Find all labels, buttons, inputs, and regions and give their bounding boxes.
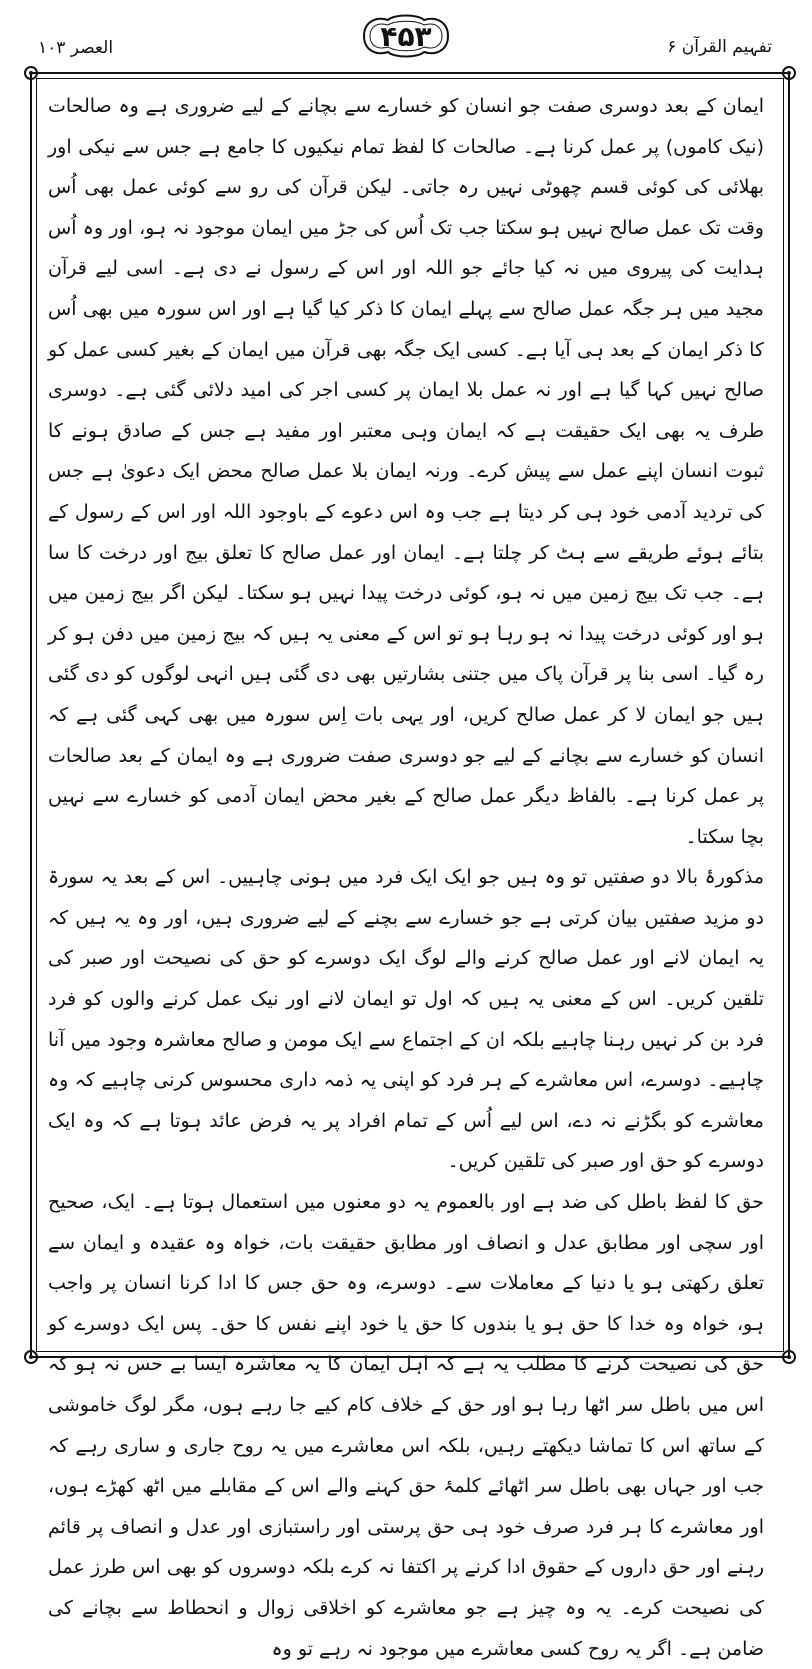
corner-ornament-icon [20, 1346, 42, 1368]
page-body [48, 86, 764, 1669]
paragraph: مذکورۂ بالا دو صفتیں تو وہ ہیں جو ایک ایک فرد میں ہونی چاہییں۔ اس کے بعد یہ سورۃ دو مزید صفتیں بیان کرتی ہے جو خسارے سے بچنے کے لیے ضروری ہیں، اور وہ یہ ہیں کہ یہ ایمان لانے اور عمل صالح کرنے والے لوگ ایک دوسرے کو حق کی نصیحت اور صبر کی تلقین کریں۔ اس کے معنی یہ ہیں کہ اول تو ایمان لانے اور نیک عمل کرنے والوں کو فرد فرد بن کر نہیں رہنا چاہیے بلکہ ان کے اجتماع سے ایک مومن و صالح معاشرہ وجود میں آنا چاہیے۔ دوسرے، اس معاشرے کے ہر فرد کو اپنی یہ ذمہ داری محسوس کرنی چاہیے کہ وہ معاشرے کو بگڑنے نہ دے، اس لیے اُس کے تمام افراد پر یہ فرض عائد ہوتا ہے کہ وہ ایک دوسرے کو حق اور صبر کی تلقین کریں۔ [48, 866, 764, 1173]
corner-ornament-icon [778, 62, 800, 84]
corner-ornament-icon [778, 1346, 800, 1368]
page-number: ۴۵۳ [380, 20, 432, 53]
page-header [0, 0, 812, 70]
paragraph: ایمان کے بعد دوسری صفت جو انسان کو خسارے سے بچانے کے لیے ضروری ہے وہ صالحات (نیک کاموں) پر عمل کرنا ہے۔ صالحات کا لفظ تمام نیکیوں کا جامع ہے جس سے نیکی اور بھلائی کی کوئی قسم چھوٹی نہیں رہ جاتی۔ لیکن قرآن کی رو سے کوئی عمل بھی اُس وقت تک عمل صالح نہیں ہو سکتا جب تک اُس کی جڑ میں ایمان موجود نہ ہو، اور وہ اُس ہدایت کی پیروی میں نہ کیا جائے جو اللہ اور اس کے رسول نے دی ہے۔ اسی لیے قرآن مجید میں ہر جگہ عمل صالح سے پہلے ایمان کا ذکر کیا گیا ہے اور اس سورہ میں بھی اُس کا ذکر ایمان کے بعد ہی آیا ہے۔ کسی ایک جگہ بھی قرآن میں ایمان کے بغیر کسی عمل کو صالح نہیں کہا گیا ہے اور نہ عمل بلا ایمان پر کسی اجر کی امید دلائی گئی ہے۔ دوسری طرف یہ بھی ایک حقیقت ہے کہ ایمان وہی معتبر اور مفید ہے جس کے صادق ہونے کا ثبوت انسان اپنے عمل سے پیش کرے۔ ورنہ ایمان بلا عمل صالح محض ایک دعویٰ ہے جس کی تردید آدمی خود ہی کر دیتا ہے جب وہ اس دعوے کے باوجود اللہ اور اس کے رسول کے بتائے ہوئے طریقے سے ہٹ کر چلتا ہے۔ ایمان اور عمل صالح کا تعلق بیج اور درخت کا سا ہے۔ جب تک بیج زمین میں نہ ہو، کوئی درخت پیدا نہیں ہو سکتا۔ لیکن اگر بیج زمین میں ہو اور کوئی درخت پیدا نہ ہو رہا ہو تو اس کے معنی یہ ہیں کہ بیج زمین میں دفن ہو کر رہ گیا۔ اسی بنا پر قرآن پاک میں جتنی بشارتیں بھی دی گئی ہیں انہی لوگوں کو دی گئی ہیں جو ایمان لا کر عمل صالح کریں، اور یہی بات اِس سورہ میں بھی کہی گئی ہے کہ انسان کو خسارے سے بچانے کے لیے جو دوسری صفت ضروری ہے وہ ایمان کے بعد صالحات پر عمل کرنا ہے۔ بالفاظ دیگر عمل صالح کے بغیر محض ایمان آدمی کو خسارے سے نہیں بچا سکتا۔ [48, 95, 764, 848]
page-number-badge [358, 12, 454, 60]
surah-label: العصر ۱۰۳ [38, 38, 114, 58]
book-title: تفہیم القرآن ۶ [667, 37, 772, 57]
paragraph: حق کا لفظ باطل کی ضد ہے اور بالعموم یہ دو معنوں میں استعمال ہوتا ہے۔ ایک، صحیح اور سچی اور مطابق عدل و انصاف اور مطابق حقیقت بات، خواہ وہ عقیدہ و ایمان سے تعلق رکھتی ہو یا دنیا کے معاملات سے۔ دوسرے، وہ حق جس کا ادا کرنا انسان پر واجب ہو، خواہ وہ خدا کا حق ہو یا بندوں کا حق یا خود اپنے نفس کا حق۔ پس ایک دوسرے کو حق کی نصیحت کرنے کا مطلب یہ ہے کہ اہل ایمان کا یہ معاشرہ ایسا بے حس نہ ہو کہ اس میں باطل سر اٹھا رہا ہو اور حق کے خلاف کام کیے جا رہے ہوں، مگر لوگ خاموشی کے ساتھ اس کا تماشا دیکھتے رہیں، بلکہ اس معاشرے میں یہ روح جاری و ساری رہے کہ جب اور جہاں بھی باطل سر اٹھائے کلمۂ حق کہنے والے اس کے مقابلے میں اٹھ کھڑے ہوں، اور معاشرے کا ہر فرد صرف خود ہی حق پرستی اور راستبازی اور عدل و انصاف پر قائم رہنے اور حق داروں کے حقوق ادا کرنے پر اکتفا نہ کرے بلکہ دوسروں کو بھی اس طرز عمل کی نصیحت کرے۔ یہ وہ چیز ہے جو معاشرے کو اخلاقی زوال و انحطاط سے بچانے کی ضامن ہے۔ اگر یہ روح کسی معاشرے میں موجود نہ رہے تو وہ [48, 1191, 764, 1660]
corner-ornament-icon [20, 62, 42, 84]
